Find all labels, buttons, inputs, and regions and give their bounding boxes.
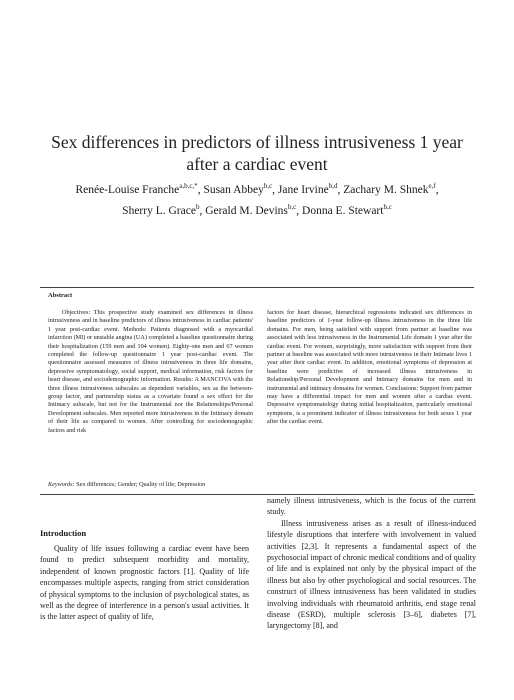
abstract-left-column — [48, 309, 253, 435]
abstract-text-right: factors for heart disease, hierarchical regressions indicated sex differences in baseline predictors of 1-year follow-up illness intrusiveness in the three life domains. For men, being satisfied with support from partner at baseline was associated with less intrusiveness in the Instrumental Life domain 1 year after the cardiac event. For women, surprisingly, more satisfaction with support from their partner at baseline was associated with more intrusiveness in their Intimate lives 1 year after their cardiac event. In addition, emotional symptoms of depression at baseline were predictive of increased illness intrusiveness in Relationship/Personal Development and Intimacy domains for men and in instrumental and intimacy domains for women. Conclusions: Support from partner may have a differential impact for men and women after a cardiac event. Depressive symptomatology during initial hospitalization, particularly emotional symptoms, is a prominent indicator of illness intrusiveness for both sexes 1 year after the cardiac event. — [267, 309, 472, 426]
author: Donna E. Stewart$^{b,c}$ — [302, 202, 392, 217]
author: Jane Irvine$^{b,d}$, — [277, 182, 344, 196]
abstract-top-rule — [40, 287, 474, 288]
author: Renée-Louise Franche$^{a,b,c,*}$, — [75, 182, 204, 196]
author: Gerald M. Devins$^{b,c}$, — [205, 202, 303, 217]
author-list — [30, 178, 484, 220]
introduction-left-column — [40, 543, 249, 623]
keywords-text: Sex differences; Gender; Quality of life; Depression — [76, 481, 206, 488]
introduction-heading: Introduction — [40, 528, 87, 538]
introduction-paragraph: Illness intrusiveness arises as a result of illness-induced lifestyle disruptions that interfere with involvement in valued activities [2,3]. It represents a fundamental aspect of the psychosocial impact of chronic medical conditions and of quality of life and is explained not only by the physical impact of the illness but also by other psychological and social resources. The construct of illness intrusiveness has been validated in studies involving individuals with rheumatoid arthritis, end stage renal disease (ESRD), multiple sclerosis [3–6], diabetes [7], laryngectomy [8], and — [267, 518, 476, 631]
article-title: Sex differences in predictors of illness intrusiveness 1 year after a cardiac event — [51, 132, 463, 174]
abstract-text-left: Objectives: This prospective study examined sex differences in illness intrusiveness and in baseline predictors of illness intrusiveness in cardiac patients' 1 year post-cardiac event. Methods: Patients diagnosed with a myocardial infarction (MI) or unstable angina (UA) completed a baseline questionnaire during their hospitalization (159 men and 104 women). Eighty-one men and 67 women completed the follow-up questionnaire 1 year post-cardiac event. The questionnaire assessed measures of illness intrusiveness in three life domains, depressive symptomatology, social support, medical information, risk factors for heart disease, and sociodemographic information. Results: A MANCOVA with the three illness intrusiveness subscales as dependent variables, sex as the between-group factor, and partnership status as a covariate found a sex effect for the Intimacy subscale, but not for the Instrumental nor the Relationships/Personal Development subscales. Men reported more intrusiveness in the Intimacy domain of their life as compared to women. After controlling for sociodemographic factors and risk — [48, 309, 253, 434]
introduction-right-column — [267, 495, 476, 632]
author: Zachary M. Shnek$^{e,f}$, — [343, 182, 439, 196]
keywords — [48, 481, 468, 488]
keywords-label: Keywords: — [48, 481, 75, 488]
introduction-continuation: namely illness intrusiveness, which is the focus of the current study. — [267, 496, 476, 517]
abstract-right-column — [267, 309, 472, 427]
introduction-paragraph: Quality of life issues following a cardiac event have been found to predict subsequent morbidity and mortality, independent of known prognostic factors [1]. Quality of life encompasses multiple aspects, ranging from strict consideration of physical symptoms to the inclusion of psychological states, as well as the degree of interference in a person's usual activities. It is the latter aspect of quality of life, — [40, 544, 249, 622]
abstract-heading: Abstract — [48, 292, 73, 299]
author: Susan Abbey$^{b,c}$, — [203, 182, 278, 196]
author: Sherry L. Grace$^b$, — [122, 202, 206, 217]
